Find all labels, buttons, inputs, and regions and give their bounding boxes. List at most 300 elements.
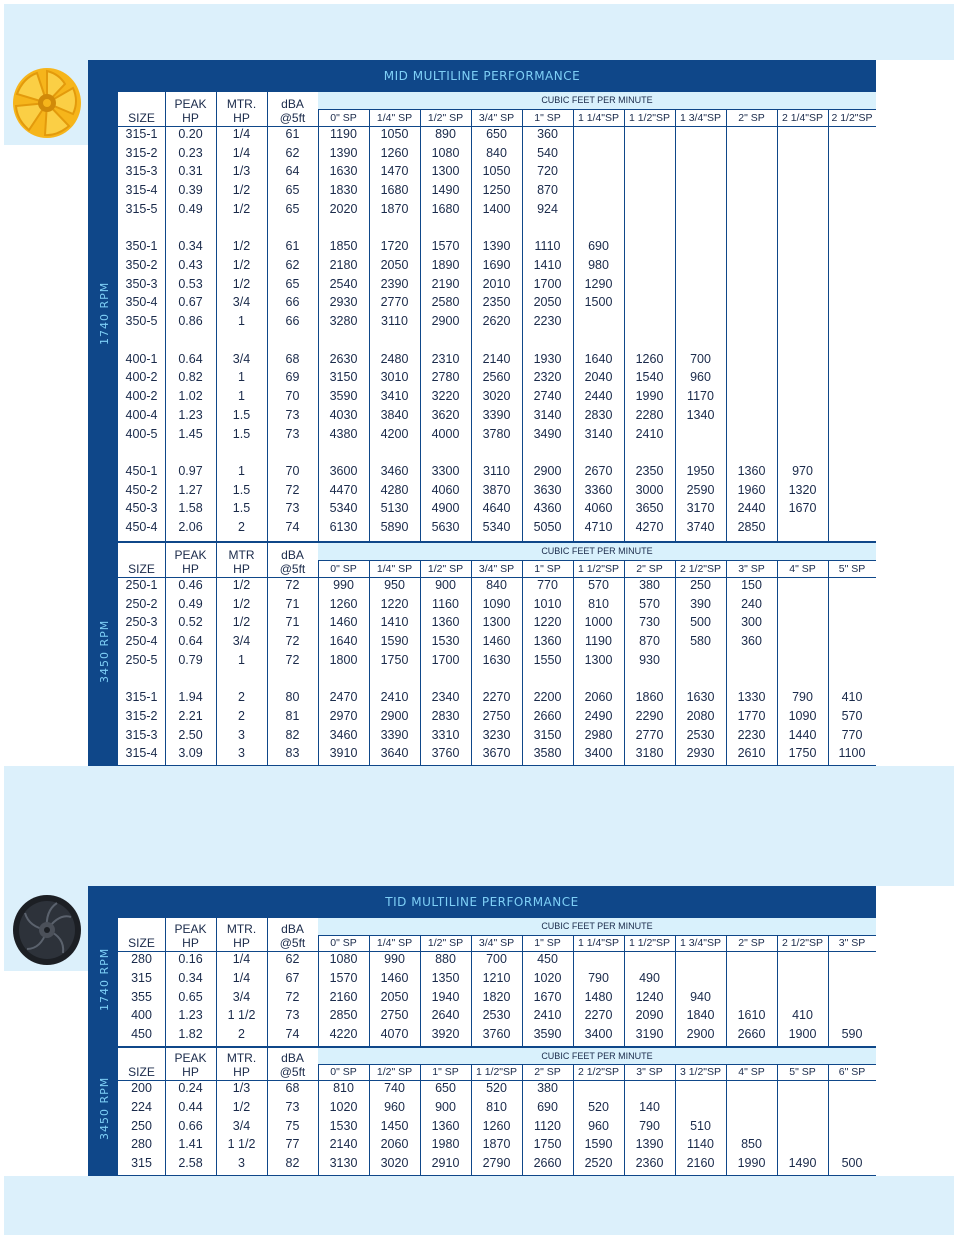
cfm-value-cell: 4270 [635, 520, 664, 535]
cfm-value-cell: 5340 [482, 520, 511, 535]
cfm-value-cell: 2190 [431, 276, 460, 291]
cfm-value-cell: 1100 [838, 746, 866, 761]
cfm-value-cell: 2900 [533, 463, 562, 478]
cfm-value-cell: 1260 [380, 145, 409, 160]
cfm-value-cell: 1630 [329, 164, 358, 179]
static-pressure-header: 0" SP [318, 110, 369, 126]
cfm-value-cell: 3020 [482, 389, 511, 404]
cfm-value-cell: 3760 [431, 746, 460, 761]
cfm-value-cell: 2160 [686, 1156, 715, 1171]
cfm-value-cell: 4060 [584, 501, 613, 516]
cfm-value-cell: 2060 [584, 690, 613, 705]
cfm-value-cell: 360 [741, 634, 762, 649]
fan-size-cell: 450 [131, 1027, 152, 1042]
cfm-value-cell: 150 [741, 578, 762, 592]
cfm-value-cell: 1490 [431, 183, 460, 198]
spec-cell: 72 [285, 482, 300, 497]
cfm-value-cell: 1590 [380, 634, 409, 649]
cfm-value-cell: 4280 [380, 482, 409, 497]
cfm-value-cell: 1570 [431, 239, 460, 254]
cfm-value-cell: 6130 [329, 520, 358, 535]
static-pressure-header: 3" SP [726, 561, 777, 577]
spec-cell: 1/2 [232, 578, 251, 592]
cfm-header: CUBIC FEET PER MINUTE [318, 92, 876, 109]
cfm-value-cell: 2360 [635, 1156, 664, 1171]
spec-cell: 0.66 [178, 1118, 203, 1133]
spec-cell: 0.20 [178, 127, 203, 141]
cfm-value-cell: 4470 [329, 482, 358, 497]
spec-cell: 0.49 [178, 596, 203, 611]
cfm-value-cell: 1250 [482, 183, 511, 198]
static-pressure-header: 2 1/2"SP [675, 561, 726, 577]
cfm-value-cell: 450 [537, 952, 558, 966]
cfm-value-cell: 2580 [431, 295, 460, 310]
cfm-value-cell: 1590 [584, 1137, 613, 1152]
cfm-value-cell: 2090 [635, 1008, 664, 1023]
spec-cell: 1 [238, 370, 245, 385]
spec-cell: 3/4 [232, 1118, 251, 1133]
fan-size-cell: 400-2 [125, 370, 158, 385]
cfm-value-cell: 3670 [482, 746, 511, 761]
spec-cell: 73 [285, 1099, 300, 1114]
static-pressure-header: 1 3/4"SP [675, 110, 726, 126]
static-pressure-header: 1" SP [522, 561, 573, 577]
cfm-value-cell: 3600 [329, 463, 358, 478]
cfm-value-cell: 5050 [533, 520, 562, 535]
spec-cell: 1/2 [232, 258, 251, 273]
cfm-value-cell: 990 [333, 578, 354, 592]
static-pressure-header: 2" SP [726, 936, 777, 951]
cfm-value-cell: 2770 [635, 727, 664, 742]
cfm-value-cell: 1190 [585, 634, 612, 649]
spec-cell: 1 [238, 389, 245, 404]
cfm-value-cell: 1110 [534, 239, 561, 254]
cfm-value-cell: 3490 [533, 426, 562, 441]
spec-cell: 73 [285, 1008, 300, 1023]
cfm-value-cell: 1400 [482, 201, 511, 216]
spec-cell: 1.82 [178, 1027, 203, 1042]
spec-cell: 0.43 [178, 258, 203, 273]
fan-size-cell: 224 [131, 1099, 152, 1114]
spec-cell: 0.86 [178, 314, 203, 329]
cfm-value-cell: 850 [741, 1137, 762, 1152]
spec-cell: 0.39 [178, 183, 203, 198]
top-band [4, 4, 954, 60]
spec-cell: 3/4 [232, 989, 251, 1004]
fan-size-cell: 450-2 [125, 482, 158, 497]
section-title: TID MULTILINE PERFORMANCE [385, 895, 579, 909]
cfm-value-cell: 3110 [483, 463, 510, 478]
fan-size-cell: 315-4 [125, 183, 158, 198]
cfm-value-cell: 520 [486, 1081, 507, 1095]
spec-cell: 73 [285, 407, 300, 422]
cfm-value-cell: 2310 [431, 351, 460, 366]
column-header-dba: dBA @5ft [279, 97, 306, 125]
cfm-value-cell: 1360 [431, 1118, 460, 1133]
cfm-value-cell: 5630 [431, 520, 460, 535]
cfm-value-cell: 4070 [380, 1027, 409, 1042]
cfm-value-cell: 4640 [482, 501, 511, 516]
spec-cell: 62 [285, 258, 300, 273]
cfm-value-cell: 870 [537, 183, 558, 198]
static-pressure-header: 6" SP [828, 1065, 876, 1080]
spec-cell: 0.67 [178, 295, 203, 310]
cfm-value-cell: 790 [792, 690, 813, 705]
cfm-value-cell: 3640 [380, 746, 409, 761]
cfm-value-cell: 1460 [482, 634, 511, 649]
cfm-value-cell: 4030 [329, 407, 358, 422]
fan-size-cell: 450-3 [125, 501, 158, 516]
static-pressure-header: 3/4" SP [471, 561, 522, 577]
cfm-value-cell: 570 [841, 709, 863, 724]
cfm-value-cell: 1160 [432, 596, 459, 611]
static-pressure-header: 1 1/4"SP [573, 936, 624, 951]
fan-size-cell: 350-3 [125, 276, 158, 291]
static-pressure-header: 5" SP [777, 1065, 828, 1080]
cfm-value-cell: 2610 [737, 746, 766, 761]
cfm-value-cell: 930 [639, 652, 660, 667]
cfm-value-cell: 2200 [533, 690, 562, 705]
cfm-value-cell: 1550 [533, 652, 562, 667]
cfm-value-cell: 5130 [380, 501, 409, 516]
spec-cell: 3/4 [232, 634, 251, 649]
cfm-value-cell: 870 [639, 634, 660, 649]
cfm-value-cell: 3410 [380, 389, 409, 404]
spec-cell: 77 [285, 1137, 300, 1152]
spec-cell: 0.49 [178, 201, 203, 216]
static-pressure-header: 2 1/4"SP [777, 110, 828, 126]
cfm-value-cell: 924 [537, 201, 558, 216]
static-pressure-header: 1/2" SP [420, 936, 471, 951]
spec-cell: 62 [285, 145, 300, 160]
cfm-value-cell: 2850 [329, 1008, 358, 1023]
cfm-value-cell: 410 [792, 1008, 813, 1023]
static-pressure-header: 1 1/4"SP [573, 110, 624, 126]
fan-size-cell: 350-5 [125, 314, 158, 329]
fan-size-cell: 315-3 [125, 727, 158, 742]
cfm-value-cell: 2230 [737, 727, 766, 742]
cfm-value-cell: 3910 [329, 746, 358, 761]
column-header-dba: dBA @5ft [279, 1051, 306, 1079]
cfm-value-cell: 1440 [788, 727, 817, 742]
column-header-motor-hp: MTR. HP [226, 97, 257, 125]
cfm-value-cell: 1260 [635, 351, 664, 366]
cfm-value-cell: 1220 [533, 615, 562, 630]
cfm-value-cell: 2530 [686, 727, 715, 742]
column-divider [828, 109, 829, 541]
cfm-value-cell: 2020 [329, 201, 358, 216]
spec-cell: 1.27 [178, 482, 203, 497]
spec-cell: 0.65 [178, 989, 203, 1004]
cfm-value-cell: 3460 [329, 727, 358, 742]
cfm-value-cell: 3650 [635, 501, 664, 516]
spec-cell: 1.41 [178, 1137, 203, 1152]
static-pressure-header: 2" SP [522, 1065, 573, 1080]
fan-size-cell: 450-4 [125, 520, 158, 535]
cfm-value-cell: 2290 [635, 709, 664, 724]
cfm-value-cell: 1990 [635, 389, 664, 404]
column-header-peak-hp: PEAK HP [174, 1051, 207, 1079]
spec-cell: 2 [238, 709, 245, 724]
cfm-value-cell: 1750 [788, 746, 817, 761]
cfm-value-cell: 1480 [584, 989, 613, 1004]
spec-cell: 65 [285, 201, 300, 216]
cfm-value-cell: 2320 [533, 370, 562, 385]
spec-cell: 61 [285, 239, 300, 254]
static-pressure-header: 1" SP [522, 936, 573, 951]
spec-cell: 1.5 [232, 501, 251, 516]
spec-cell: 69 [285, 370, 300, 385]
cfm-value-cell: 2790 [482, 1156, 511, 1171]
cfm-value-cell: 1390 [482, 239, 511, 254]
column-header-motor-hp: MTR. HP [226, 1051, 257, 1079]
cfm-value-cell: 510 [690, 1118, 711, 1133]
fan-size-cell: 250-4 [125, 634, 158, 649]
cfm-value-cell: 960 [588, 1118, 609, 1133]
spec-cell: 1 [238, 652, 245, 667]
spec-cell: 0.24 [178, 1081, 203, 1095]
spec-cell: 2 [238, 520, 245, 535]
cfm-value-cell: 1940 [431, 989, 460, 1004]
cfm-value-cell: 2670 [584, 463, 613, 478]
spec-cell: 65 [285, 276, 300, 291]
spec-cell: 71 [285, 596, 300, 611]
cfm-value-cell: 970 [792, 463, 813, 478]
column-header-dba: dBA @5ft [279, 548, 306, 576]
spec-cell: 1.45 [178, 426, 203, 441]
cfm-value-cell: 1750 [380, 652, 409, 667]
spec-cell: 1 [238, 463, 245, 478]
spec-cell: 1.23 [178, 407, 203, 422]
cfm-value-cell: 3020 [380, 1156, 409, 1171]
cfm-value-cell: 1000 [584, 615, 613, 630]
fan-size-cell: 250-1 [125, 578, 158, 592]
fan-size-cell: 315-5 [125, 201, 158, 216]
cfm-value-cell: 1210 [482, 970, 511, 985]
spec-cell: 2.58 [178, 1156, 203, 1171]
cfm-value-cell: 3630 [533, 482, 562, 497]
spec-cell: 70 [285, 463, 300, 478]
spec-cell: 2 [238, 1027, 245, 1042]
cfm-value-cell: 810 [333, 1081, 354, 1095]
cfm-value-cell: 3000 [635, 482, 664, 497]
cfm-value-cell: 490 [639, 970, 660, 985]
spec-cell: 0.16 [178, 952, 203, 966]
fan-size-cell: 315-1 [125, 127, 158, 141]
spec-cell: 74 [285, 520, 300, 535]
static-pressure-header: 1/4" SP [369, 110, 420, 126]
cfm-value-cell: 2440 [737, 501, 766, 516]
cfm-value-cell: 380 [639, 578, 660, 592]
cfm-value-cell: 3620 [431, 407, 460, 422]
spec-cell: 80 [285, 690, 300, 705]
cfm-value-cell: 520 [588, 1099, 609, 1114]
spec-cell: 1/2 [232, 596, 251, 611]
spec-cell: 1 1/2 [227, 1137, 256, 1152]
cfm-value-cell: 2410 [380, 690, 409, 705]
spec-cell: 1.02 [178, 389, 203, 404]
fan-size-cell: 250-3 [125, 615, 158, 630]
spec-cell: 0.44 [178, 1099, 203, 1114]
static-pressure-header: 4" SP [726, 1065, 777, 1080]
cfm-value-cell: 1670 [788, 501, 817, 516]
static-pressure-header: 3" SP [624, 1065, 675, 1080]
cfm-value-cell: 1540 [635, 370, 664, 385]
spec-cell: 1 1/2 [227, 1008, 256, 1023]
spec-cell: 1/4 [232, 970, 251, 985]
cfm-value-cell: 2620 [482, 314, 511, 329]
cfm-value-cell: 3760 [482, 1027, 511, 1042]
cfm-value-cell: 1530 [431, 634, 460, 649]
spec-cell: 3 [238, 746, 245, 761]
cfm-value-cell: 3400 [584, 1027, 613, 1042]
cfm-value-cell: 1010 [533, 596, 562, 611]
spec-cell: 1.5 [232, 482, 251, 497]
cfm-value-cell: 2590 [686, 482, 715, 497]
cfm-value-cell: 2980 [584, 727, 613, 742]
fan-size-cell: 315 [131, 970, 152, 985]
cfm-value-cell: 1990 [737, 1156, 766, 1171]
spec-cell: 0.34 [178, 239, 203, 254]
column-header-peak-hp: PEAK HP [174, 922, 207, 950]
spec-cell: 73 [285, 501, 300, 516]
column-header-peak-hp: PEAK HP [174, 548, 207, 576]
cfm-header: CUBIC FEET PER MINUTE [318, 1048, 876, 1064]
cfm-value-cell: 570 [588, 578, 609, 592]
cfm-value-cell: 2750 [380, 1008, 409, 1023]
cfm-value-cell: 1950 [686, 463, 715, 478]
cfm-value-cell: 2930 [329, 295, 358, 310]
spec-cell: 1.23 [178, 1008, 203, 1023]
spec-cell: 1/2 [232, 1099, 251, 1114]
cfm-value-cell: 1050 [482, 164, 511, 179]
cfm-value-cell: 1090 [788, 709, 817, 724]
cfm-value-cell: 1300 [431, 164, 460, 179]
static-pressure-header: 0" SP [318, 561, 369, 577]
static-pressure-header: 4" SP [777, 561, 828, 577]
cfm-value-cell: 2930 [686, 746, 715, 761]
cfm-value-cell: 2270 [482, 690, 511, 705]
cfm-value-cell: 3010 [380, 370, 409, 385]
cfm-value-cell: 1770 [737, 709, 766, 724]
cfm-value-cell: 2660 [533, 1156, 562, 1171]
spec-cell: 0.64 [178, 634, 203, 649]
yellow-fan-wheel-icon [11, 66, 83, 140]
cfm-value-cell: 410 [841, 690, 863, 705]
cfm-value-cell: 2900 [380, 709, 409, 724]
cfm-value-cell: 1220 [380, 596, 409, 611]
cfm-value-cell: 790 [639, 1118, 660, 1133]
static-pressure-header: 1/4" SP [369, 936, 420, 951]
cfm-value-cell: 720 [537, 164, 558, 179]
cfm-value-cell: 1300 [482, 615, 511, 630]
cfm-value-cell: 2900 [686, 1027, 715, 1042]
cfm-value-cell: 1360 [533, 634, 562, 649]
spec-cell: 72 [285, 578, 300, 592]
spec-cell: 66 [285, 295, 300, 310]
cfm-value-cell: 1670 [533, 989, 562, 1004]
cfm-value-cell: 1470 [380, 164, 409, 179]
cfm-value-cell: 1830 [329, 183, 358, 198]
cfm-value-cell: 1340 [686, 407, 715, 422]
cfm-value-cell: 5340 [329, 501, 358, 516]
cfm-value-cell: 1120 [534, 1118, 561, 1133]
spec-cell: 3 [238, 727, 245, 742]
cfm-value-cell: 2740 [533, 389, 562, 404]
spec-cell: 82 [285, 727, 300, 742]
cfm-value-cell: 3310 [431, 727, 460, 742]
cfm-value-cell: 960 [690, 370, 711, 385]
cfm-value-cell: 950 [384, 578, 405, 592]
cfm-value-cell: 2350 [635, 463, 664, 478]
cfm-value-cell: 300 [741, 615, 762, 630]
spec-cell: 1/3 [232, 164, 251, 179]
cfm-value-cell: 2630 [329, 351, 358, 366]
rpm-text: 3450 RPM [98, 619, 111, 683]
spec-cell: 71 [285, 615, 300, 630]
spec-cell: 75 [285, 1118, 300, 1133]
fan-size-cell: 280 [131, 952, 152, 966]
column-header-size: SIZE [128, 1065, 155, 1079]
cfm-value-cell: 1500 [584, 295, 613, 310]
static-pressure-header: 1 1/2"SP [471, 1065, 522, 1080]
static-pressure-header: 1/2" SP [369, 1065, 420, 1080]
cfm-value-cell: 840 [486, 578, 507, 592]
fan-size-cell: 315-1 [125, 690, 158, 705]
spec-cell: 82 [285, 1156, 300, 1171]
bottom-band [4, 1176, 954, 1235]
static-pressure-header: 3/4" SP [471, 936, 522, 951]
spec-cell: 62 [285, 952, 300, 966]
static-pressure-header: 2" SP [624, 561, 675, 577]
cfm-value-cell: 2160 [329, 989, 358, 1004]
cfm-value-cell: 2390 [380, 276, 409, 291]
cfm-value-cell: 2560 [482, 370, 511, 385]
cfm-value-cell: 2010 [482, 276, 511, 291]
static-pressure-header: 1/2" SP [420, 110, 471, 126]
cfm-value-cell: 2140 [329, 1137, 358, 1152]
cfm-value-cell: 2660 [737, 1027, 766, 1042]
static-pressure-header: 1/4" SP [369, 561, 420, 577]
cfm-value-cell: 2830 [431, 709, 460, 724]
static-pressure-header: 3/4" SP [471, 110, 522, 126]
cfm-value-cell: 360 [537, 127, 558, 141]
static-pressure-header: 1" SP [420, 1065, 471, 1080]
cfm-value-cell: 500 [690, 615, 711, 630]
spec-cell: 0.64 [178, 351, 203, 366]
spec-cell: 1/4 [232, 952, 251, 966]
cfm-value-cell: 1360 [737, 463, 766, 478]
cfm-value-cell: 770 [841, 727, 863, 742]
cfm-value-cell: 1080 [431, 145, 460, 160]
cfm-value-cell: 1850 [329, 239, 358, 254]
cfm-value-cell: 1140 [687, 1137, 714, 1152]
spec-cell: 2.21 [178, 709, 203, 724]
column-header-peak-hp: PEAK HP [174, 97, 207, 125]
cfm-value-cell: 2640 [431, 1008, 460, 1023]
cfm-value-cell: 900 [435, 1099, 456, 1114]
cfm-value-cell: 1900 [788, 1027, 817, 1042]
spec-cell: 0.97 [178, 463, 203, 478]
cfm-value-cell: 1190 [330, 127, 357, 141]
column-header-size: SIZE [128, 936, 155, 950]
cfm-value-cell: 250 [690, 578, 711, 592]
cfm-value-cell: 740 [384, 1081, 405, 1095]
cfm-value-cell: 1610 [737, 1008, 766, 1023]
fan-size-cell: 315-3 [125, 164, 158, 179]
cfm-value-cell: 890 [435, 127, 456, 141]
rpm-text: 3450 RPM [98, 1077, 111, 1141]
